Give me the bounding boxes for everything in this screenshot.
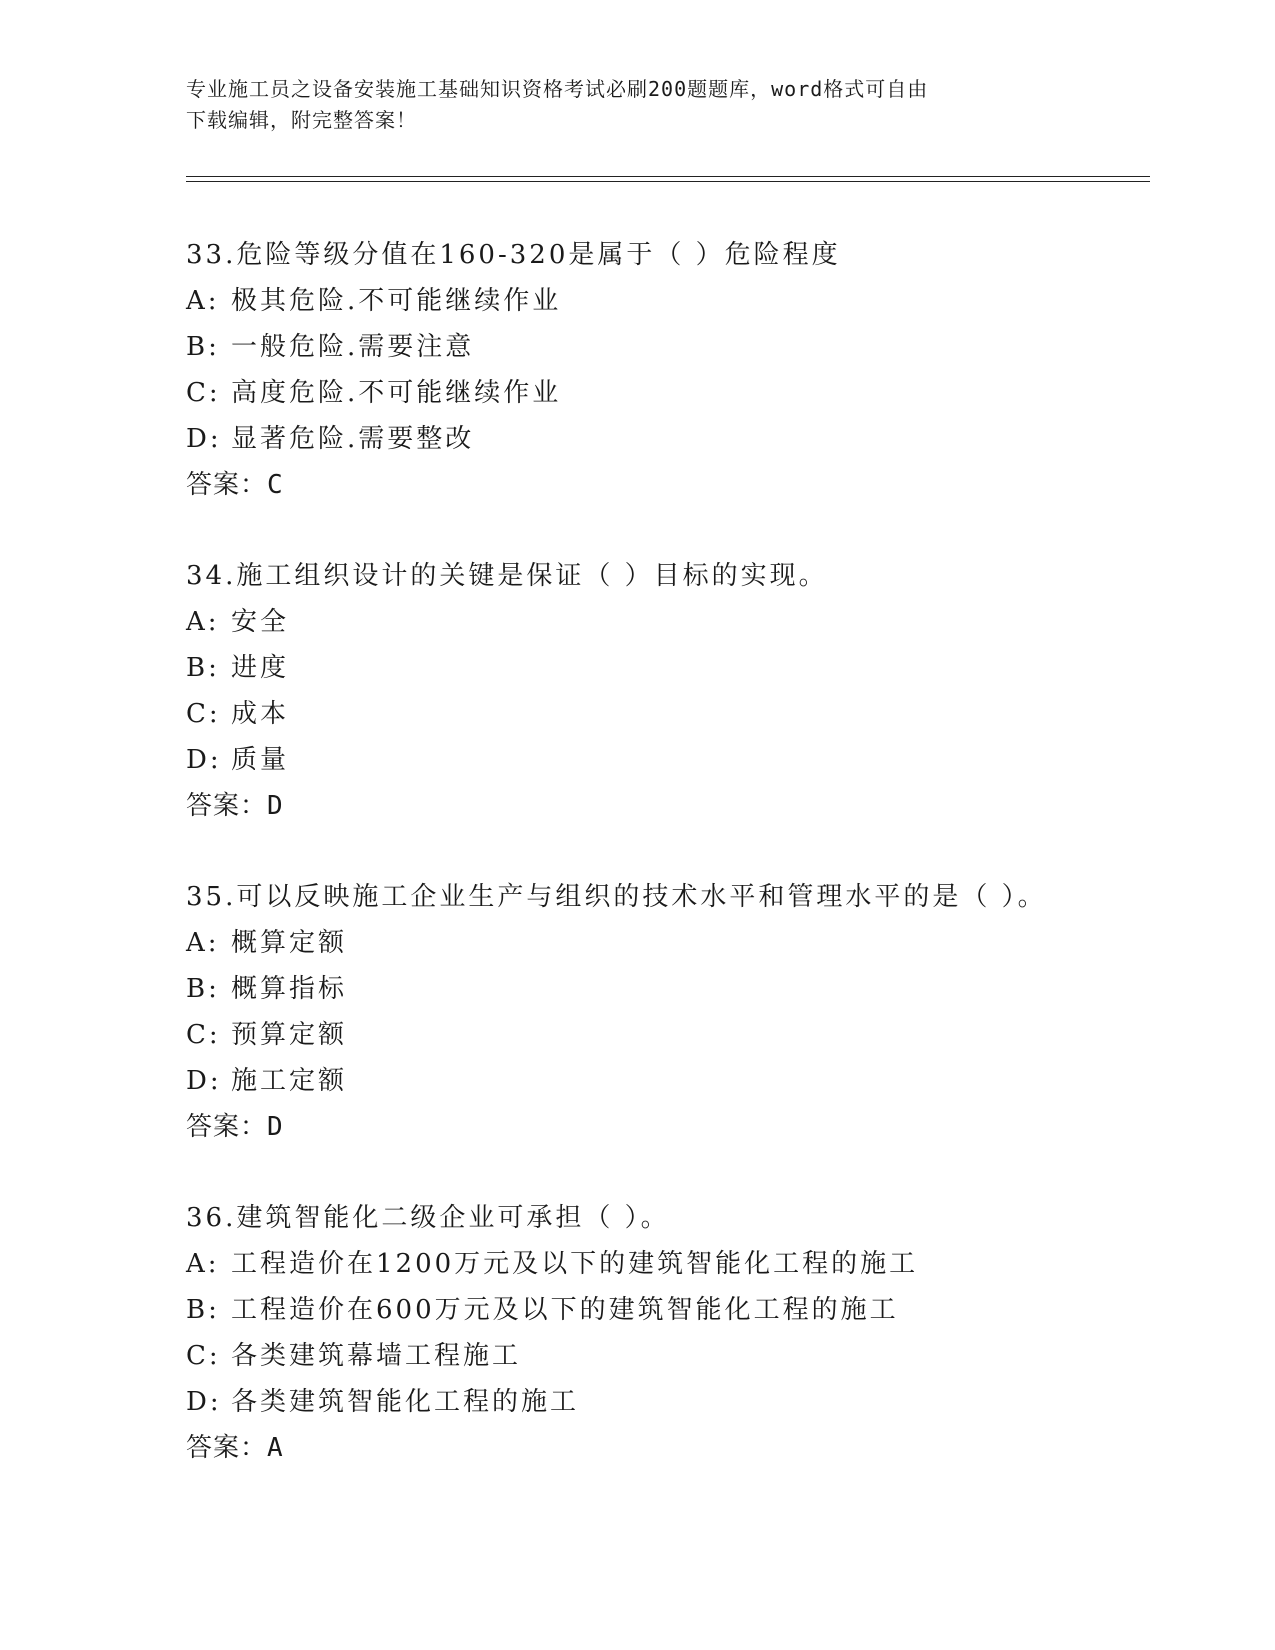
question-36 (186, 1195, 1146, 1471)
option-key: A: (186, 286, 220, 316)
option-key: D: (186, 745, 222, 775)
option-c (186, 1012, 1146, 1058)
option-text: 显著危险.需要整改 (231, 424, 475, 454)
option-key: C: (186, 1341, 221, 1371)
option-text: 各类建筑幕墙工程施工 (231, 1341, 522, 1371)
option-key: B: (186, 653, 220, 683)
question-title: 34.施工组织设计的关键是保证（ ）目标的实现。 (186, 561, 828, 591)
answer-value: D (267, 1112, 284, 1142)
option-b (186, 966, 1146, 1012)
option-a (186, 1241, 1146, 1287)
option-b (186, 645, 1146, 691)
question-35 (186, 874, 1146, 1150)
answer-label: 答案： (186, 1433, 268, 1463)
option-key: B: (186, 1295, 220, 1325)
document-header (186, 74, 1066, 136)
option-text: 极其危险.不可能继续作业 (231, 286, 562, 316)
header-divider-top (186, 176, 1150, 177)
option-d (186, 1379, 1146, 1425)
option-key: C: (186, 699, 221, 729)
option-key: B: (186, 332, 220, 362)
option-c (186, 370, 1146, 416)
answer-value: D (267, 791, 284, 821)
option-text: 预算定额 (231, 1020, 348, 1050)
option-key: D: (186, 424, 222, 454)
option-d (186, 737, 1146, 783)
option-text: 安全 (231, 607, 290, 637)
question-33 (186, 232, 1146, 508)
option-text: 成本 (231, 699, 290, 729)
header-divider-bottom (186, 181, 1150, 182)
option-text: 进度 (231, 653, 290, 683)
option-a (186, 278, 1146, 324)
option-text: 高度危险.不可能继续作业 (231, 378, 562, 408)
option-key: A: (186, 607, 220, 637)
option-a (186, 599, 1146, 645)
option-key: D: (186, 1387, 222, 1417)
option-text: 施工定额 (231, 1066, 348, 1096)
option-key: B: (186, 974, 220, 1004)
answer-value: A (267, 1433, 284, 1463)
question-title: 33.危险等级分值在160-320是属于（ ）危险程度 (186, 240, 841, 270)
answer-label: 答案： (186, 1112, 268, 1142)
option-d (186, 416, 1146, 462)
answer-line (186, 462, 1146, 508)
option-text: 概算指标 (231, 974, 348, 1004)
option-key: D: (186, 1066, 222, 1096)
option-key: A: (186, 928, 220, 958)
option-key: A: (186, 1249, 220, 1279)
option-d (186, 1058, 1146, 1104)
option-text: 概算定额 (231, 928, 348, 958)
answer-label: 答案： (186, 791, 268, 821)
option-text: 一般危险.需要注意 (231, 332, 475, 362)
option-c (186, 691, 1146, 737)
header-line-2: 下载编辑，附完整答案！ (186, 108, 417, 132)
answer-label: 答案： (186, 470, 268, 500)
question-34 (186, 553, 1146, 829)
option-text: 工程造价在1200万元及以下的建筑智能化工程的施工 (231, 1249, 919, 1279)
answer-value: C (267, 470, 284, 500)
option-text: 质量 (231, 745, 290, 775)
option-a (186, 920, 1146, 966)
answer-line (186, 1104, 1146, 1150)
option-b (186, 1287, 1146, 1333)
answer-line (186, 783, 1146, 829)
question-title: 36.建筑智能化二级企业可承担（ ）。 (186, 1203, 670, 1233)
option-text: 各类建筑智能化工程的施工 (231, 1387, 580, 1417)
option-c (186, 1333, 1146, 1379)
question-title: 35.可以反映施工企业生产与组织的技术水平和管理水平的是（ ）。 (186, 882, 1047, 912)
answer-line (186, 1425, 1146, 1471)
option-text: 工程造价在600万元及以下的建筑智能化工程的施工 (231, 1295, 899, 1325)
option-key: C: (186, 378, 221, 408)
option-b (186, 324, 1146, 370)
header-line-1: 专业施工员之设备安装施工基础知识资格考试必刷200题题库，word格式可自由 (186, 77, 929, 101)
option-key: C: (186, 1020, 221, 1050)
